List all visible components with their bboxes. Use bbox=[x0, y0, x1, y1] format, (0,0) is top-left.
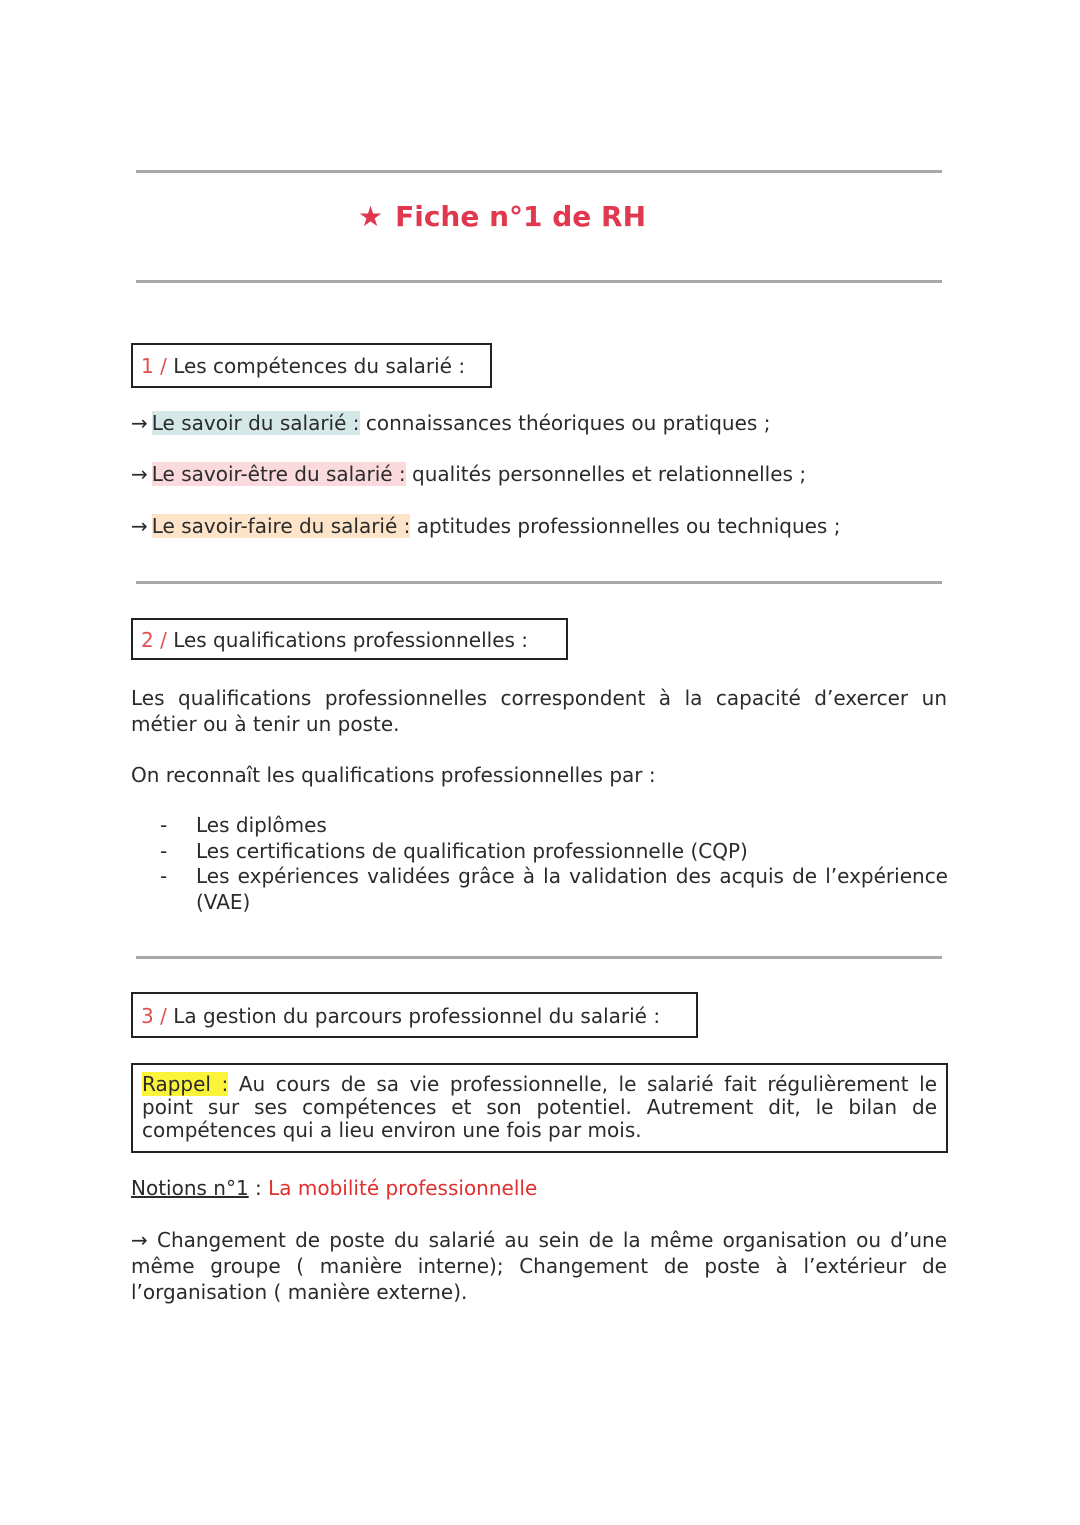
qualifications-list bbox=[160, 813, 948, 915]
rappel-box bbox=[131, 1063, 948, 1153]
rappel-label: Rappel : bbox=[142, 1072, 229, 1096]
section-2-label: Les qualifications professionnelles : bbox=[173, 628, 529, 652]
section-1-number: 1 / bbox=[141, 354, 167, 378]
section-2-number: 2 / bbox=[141, 628, 167, 652]
list-item: - Les diplômes bbox=[160, 813, 327, 837]
notion-heading bbox=[131, 1176, 537, 1200]
page-title bbox=[358, 200, 646, 233]
section-1-heading bbox=[131, 343, 492, 388]
list-item-savoir bbox=[131, 411, 770, 435]
divider-top bbox=[136, 170, 942, 173]
section-2-heading bbox=[131, 618, 568, 660]
section-2-paragraph-2: On reconnaît les qualifications professionnelles par : bbox=[131, 763, 656, 787]
section-3-number: 3 / bbox=[141, 1004, 167, 1028]
notion-separator: : bbox=[248, 1176, 269, 1200]
star-icon: ★ bbox=[358, 200, 384, 233]
list-item-savoir-faire bbox=[131, 514, 840, 538]
section-1-label: Les compétences du salarié : bbox=[173, 354, 466, 378]
section-2-paragraph-1: Les qualifications professionnelles correspondent à la capacité d’exercer un métier ou à tenir un poste. bbox=[131, 686, 947, 736]
term-savoir-etre: Le savoir-être du salarié : bbox=[151, 462, 406, 486]
divider-section-2 bbox=[136, 956, 942, 959]
arrow-icon: → bbox=[131, 1228, 148, 1252]
arrow-icon: → bbox=[131, 411, 148, 435]
list-item: - Les expériences validées grâce à la validation des acquis de l’expérience (VAE) bbox=[160, 864, 948, 914]
divider-title bbox=[136, 280, 942, 283]
notion-paragraph bbox=[131, 1227, 947, 1305]
rappel-text: Au cours de sa vie professionnelle, le salarié fait régulièrement le point sur ses compétences et son potentiel. Autrement dit, le bilan de compétences qui a lieu environ une fois par mois. bbox=[142, 1072, 937, 1142]
term-savoir: Le savoir du salarié : bbox=[151, 411, 360, 435]
term-savoir-faire: Le savoir-faire du salarié : bbox=[151, 514, 411, 538]
notion-label: Notions n°1 bbox=[131, 1176, 249, 1200]
divider-section-1 bbox=[136, 581, 942, 584]
arrow-icon: → bbox=[131, 514, 148, 538]
page-title-text: Fiche n°1 de RH bbox=[395, 200, 647, 233]
list-item: - Les certifications de qualification professionnelle (CQP) bbox=[160, 838, 748, 863]
def-savoir: connaissances théoriques ou pratiques ; bbox=[365, 411, 771, 435]
def-savoir-faire: aptitudes professionnelles ou techniques ; bbox=[416, 514, 841, 538]
section-3-label: La gestion du parcours professionnel du salarié : bbox=[173, 1004, 661, 1028]
list-item-savoir-etre bbox=[131, 462, 806, 486]
def-savoir-etre: qualités personnelles et relationnelles ; bbox=[412, 462, 807, 486]
notion-title: La mobilité professionnelle bbox=[268, 1176, 538, 1200]
section-3-heading bbox=[131, 992, 698, 1038]
arrow-icon: → bbox=[131, 462, 148, 486]
notion-text: Changement de poste du salarié au sein de la même organisation ou d’une même groupe ( manière interne); Changement de poste à l’extérieur de l’organisation ( manière externe). bbox=[131, 1228, 947, 1304]
